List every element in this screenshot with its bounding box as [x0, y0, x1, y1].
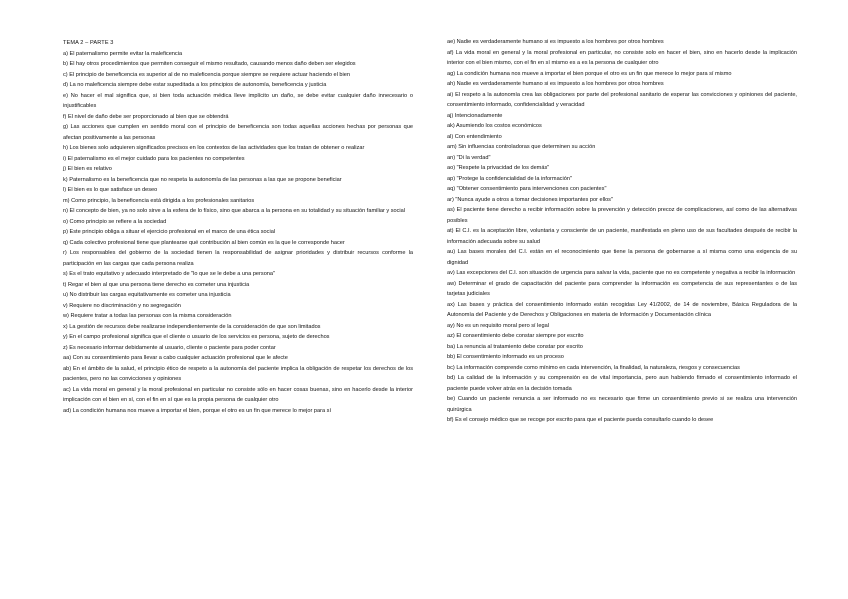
list-item: ao) "Respete la privacidad de los demás": [447, 165, 550, 171]
list-item: r) Los responsables del gobierno de la sociedad tienen la responsabilidad de asignar prioridades y distribuir recursos conforme la participación en las cargas que cada persona realiza: [63, 250, 413, 267]
list-item: ad) La condición humana nos mueve a importar el bien, porque el otro es un fin que merece lo mejor para sí: [63, 407, 332, 414]
list-item: bb) El consentimiento informado es un proceso: [447, 354, 564, 360]
list-item: bf) Es el consejo médico que se recoge por escrito para que el paciente pueda consultarlo cuando lo desee: [447, 417, 714, 423]
list-item: d) La no maleficencia siempre debe estar supeditada a los principios de autonomía, beneficencia y justicia: [63, 82, 327, 88]
list-item: j) El bien es relativo: [63, 166, 112, 172]
list-item: be) Cuando un paciente renuncia a ser informado no es necesario que firme un consentimiento previo si se realiza una intervención quirúrgica: [447, 396, 797, 413]
list-item: b) El hay otros procedimientos que permiten conseguir el mismo resultado, causando menos daño deben ser elegidos: [63, 61, 356, 67]
list-item: f) El nivel de daño debe ser proporcionado al bien que se obtendrá: [63, 113, 229, 120]
list-item: q) Cada colectivo profesional tiene que plantearse qué contribución al bien común es la que le corresponde hacer: [63, 239, 345, 246]
list-item: y) En el campo profesional significa que el cliente o usuario de los servicios es persona, sujeto de derechos: [63, 334, 330, 340]
list-item: t) Regar el bien al que una persona tiene derecho es cometer una injusticia: [63, 281, 250, 288]
list-item: e) No hacer el mal significa que, si bien toda actuación médica lleve implícito un daño, se debe evitar cualquier daño innecesario o injustificables: [63, 92, 413, 109]
list-item: aj) Intencionadamente: [447, 112, 503, 119]
list-item: o) Como principio se refiere a la sociedad: [63, 218, 167, 225]
list-item: ac) La vida moral en general y la moral profesional en particular no consiste sólo en hacer cosas buenas, sino en hacerlo desde la interior implicación con el bien en sí, con el fin en sí que es la propia persona de cualquier otro: [63, 386, 413, 403]
list-item: ah) Nadie es verdaderamente humano si es impuesto a los hombres por otros hombres: [447, 81, 664, 87]
list-item: g) Las acciones que cumplen en sentido moral con el principio de beneficencia son todas aquellas acciones hechas por personas que afectan positivamente a las personas: [63, 124, 413, 141]
list-item: bd) La calidad de la información y su comprensión es de vital importancia, pero aun habiendo firmado el consentimiento informado el paciente puede volver atrás en la decisión tomada: [447, 375, 797, 392]
right-items: [447, 37, 797, 426]
list-item: a) El paternalismo permite evitar la maleficencia: [63, 50, 183, 57]
page-title: TEMA 2 – PARTE 3: [63, 40, 114, 46]
left-items: [63, 49, 413, 417]
list-item: ba) La renuncia al tratamiento debe constar por escrito: [447, 343, 583, 350]
list-item: an) "Di la verdad": [447, 154, 491, 161]
list-item: as) El paciente tiene derecho a recibir información sobre la prevención y detección precoz de complicaciones, así como de las alternativas posibles: [447, 207, 797, 224]
list-item: ap) "Protege la confidencialidad de la información": [447, 175, 572, 182]
list-item: p) Este principio obliga a situar el ejercicio profesional en el marco de una ética social: [63, 229, 276, 235]
list-item: av) Las excepciones del C.I. son situación de urgencia para salvar la vida, paciente que no es competente y negativa a recibir la información: [447, 270, 796, 276]
list-item: h) Los bienes solo adquieren significados precisos en los contextos de las actividades que los tratan de obtener o realizar: [63, 145, 365, 151]
list-item: az) El consentimiento debe constar siempre por escrito: [447, 333, 584, 339]
list-item: u) No distribuir las cargas equitativamente es cometer una injusticia: [63, 292, 231, 298]
list-item: aq) "Obtener consentimiento para intervenciones con pacientes": [447, 186, 607, 192]
list-item: ak) Asumiendo los costos económicos: [447, 123, 542, 129]
right-column: [447, 37, 797, 426]
list-item: v) Requiere no discriminación y no segregación: [63, 302, 181, 309]
list-item: w) Requiere tratar a todas las personas con la misma consideración: [63, 313, 232, 319]
list-item: au) Las bases morales del C.I. están en el reconocimiento que tiene la persona de gobernarse a sí misma como una exigencia de su dignidad: [447, 249, 797, 266]
list-item: aw) Determinar el grado de capacitación del paciente para comprender la información es competencia de sus representantes o de las tarjetas judiciales: [447, 280, 797, 297]
list-item: s) Es el trato equitativo y adecuado interpretado de "lo que se le debe a una persona": [63, 271, 276, 277]
list-item: at) El C.I. es la aceptación libre, voluntaria y consciente de un paciente, manifestada en pleno uso de sus facultades después de recibir la información adecuada sobre su salud: [447, 228, 797, 245]
list-item: ax) Las bases y práctica del consentimiento informado están recogidas Ley 41/2002, de 14 de noviembre, Básica Reguladora de la Autonomía del Paciente y de Derechos y Obligaciones en materia de Información y Documentación clínica: [447, 301, 797, 318]
list-item: z) Es necesario informar debidamente al usuario, cliente o paciente para poder contar: [63, 344, 276, 351]
list-item: ar) "Nunca ayude a otros a tomar decisiones importantes por ellos": [447, 196, 613, 203]
list-item: am) Sin influencias controladoras que determinen su acción: [447, 144, 596, 150]
list-item: c) El principio de beneficencia es superior al de no maleficencia porque siempre se requiere actuar haciendo el bien: [63, 71, 351, 78]
list-item: i) El paternalismo es el mejor cuidado para los pacientes no competentes: [63, 155, 245, 162]
list-item: l) El bien es lo que satisface un deseo: [63, 187, 158, 193]
list-item: m) Como principio, la beneficencia está dirigida a los profesionales sanitarios: [63, 197, 255, 204]
list-item: ag) La condición humana nos mueve a importar el bien porque el otro es un fin que merece lo mejor para sí mismo: [447, 70, 732, 77]
list-item: aa) Con su consentimiento para llevar a cabo cualquier actuación profesional que le afecte: [63, 355, 288, 361]
list-item: ay) No es un requisito moral pero sí legal: [447, 322, 549, 329]
list-item: ae) Nadie es verdaderamente humano si es impuesto a los hombres por otros hombres: [447, 39, 664, 45]
list-item: bc) La información comprende como mínimo en cada intervención, la finalidad, la naturaleza, riesgos y consecuencias: [447, 364, 740, 371]
list-item: ai) El respeto a la autonomía crea las obligaciones por parte del profesional sanitario de esperar las convicciones y opiniones del paciente, consentimiento informado, confidencialidad y veracidad: [447, 91, 797, 108]
list-item: x) La gestión de recursos debe realizarse independientemente de la consideración de que son limitados: [63, 323, 321, 330]
list-item: ab) En el ámbito de la salud, el principio ético de respeto a la autonomía del paciente implica la obligación de respetar los derechos de los pacientes, pero no las convicciones y opiniones: [63, 365, 413, 382]
left-column: [63, 38, 413, 416]
list-item: n) El concepto de bien, ya no solo sirve a la esfera de lo físico, sino que abarca a la persona en su totalidad y su situación familiar y social: [63, 208, 406, 214]
list-item: af) La vida moral en general y la moral profesional en particular, no consiste solo en hacer el bien, sino en hacerlo desde la implicación interior con el bien mismo, con el fin en sí mismo es a es la persona de cualquier otro: [447, 49, 797, 66]
list-item: k) Paternalismo es la beneficencia que no respeta la autonomía de las personas a las que se propone beneficiar: [63, 176, 342, 183]
list-item: al) Con entendimiento: [447, 133, 502, 140]
